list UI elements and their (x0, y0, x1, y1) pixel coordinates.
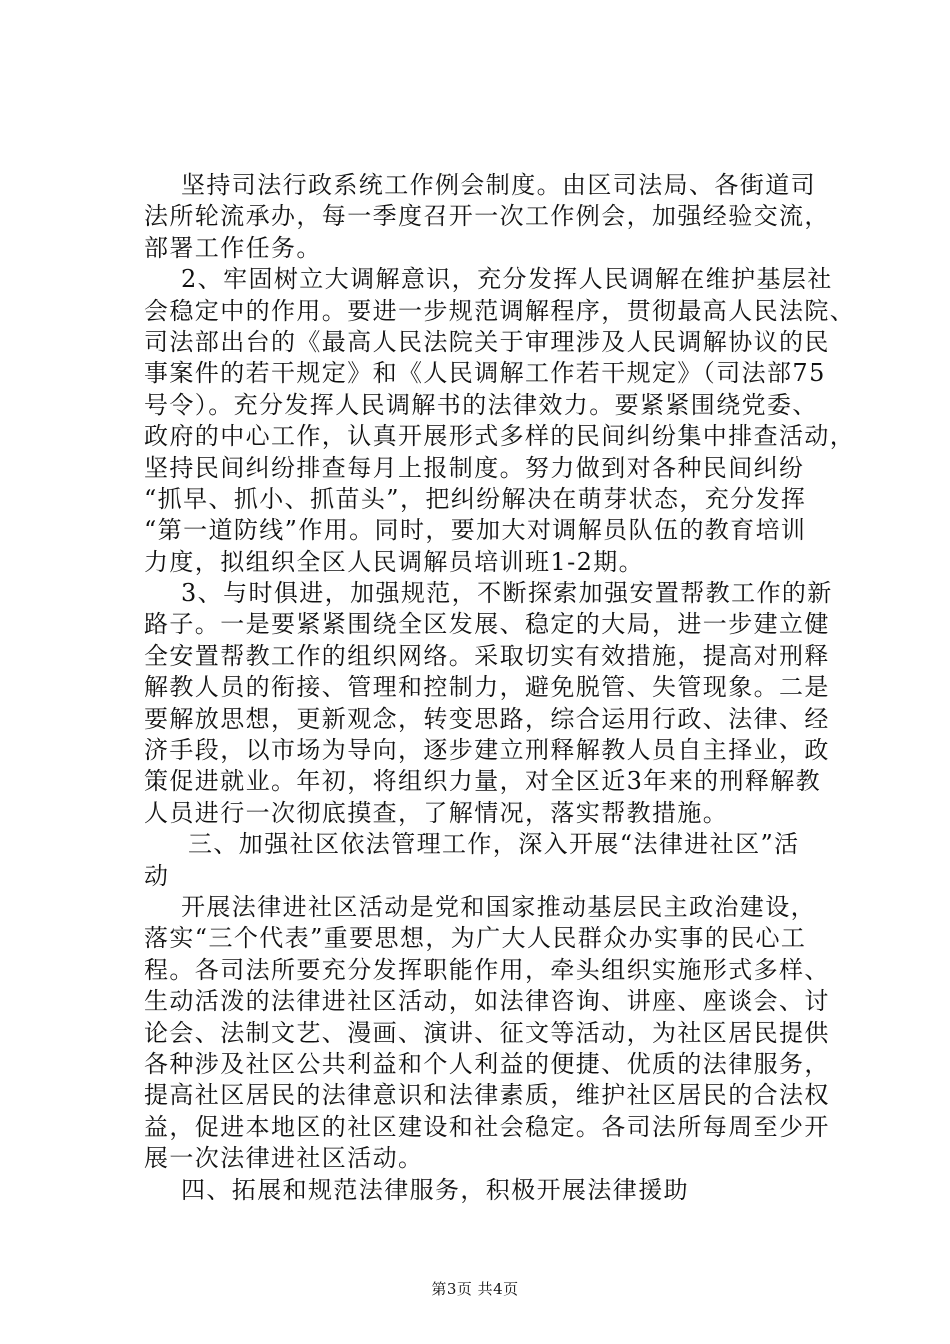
text-line: 坚持民间纠纷排查每月上报制度。努力做到对各种民间纠纷 (144, 453, 805, 482)
text-line: 全安置帮教工作的组织网络。采取切实有效措施，提高对刑释 (144, 641, 830, 670)
text-line: 生动活泼的法律进社区活动，如法律咨询、讲座、座谈会、讨 (144, 987, 830, 1016)
text-line: 2、牢固树立大调解意识，充分发挥人民调解在维护基层社 (181, 265, 833, 294)
text-line: 程。各司法所要充分发挥职能作用，牵头组织实施形式多样、 (144, 955, 830, 984)
text-line: 坚持司法行政系统工作例会制度。由区司法局、各街道司 (181, 171, 816, 199)
text-line: 事案件的若干规定》和《人民调解工作若干规定》（司法部75 (144, 359, 826, 388)
text-line: 展一次法律进社区活动。 (144, 1144, 424, 1173)
text-line: 司法部出台的《最高人民法院关于审理涉及人民调解协议的民 (144, 327, 830, 356)
text-line: “抓早、抓小、抓苗头”，把纠纷解决在萌芽状态，充分发挥 (144, 484, 807, 513)
text-line: 要解放思想，更新观念，转变思路，综合运用行政、法律、经 (144, 704, 830, 733)
text-line: 法所轮流承办，每一季度召开一次工作例会，加强经验交流， (144, 202, 830, 231)
text-line: 部署工作任务。 (144, 233, 322, 262)
text-line: 3、与时俱进，加强规范，不断探索加强安置帮教工作的新 (181, 579, 833, 608)
section-heading: 四、拓展和规范法律服务，积极开展法律援助 (181, 1175, 689, 1204)
text-line: 开展法律进社区活动是党和国家推动基层民主政治建设， (181, 892, 816, 921)
text-line: 政府的中心工作，认真开展形式多样的民间纠纷集中排查活动， (144, 422, 856, 451)
text-line: 号令）。充分发挥人民调解书的法律效力。要紧紧围绕党委、 (144, 390, 818, 419)
text-line: 人员进行一次彻底摸查，了解情况，落实帮教措施。 (144, 798, 729, 827)
text-line: “第一道防线”作用。同时，要加大对调解员队伍的教育培训 (144, 516, 807, 545)
section-heading-continued: 动 (144, 861, 170, 890)
text-line: 济手段，以市场为导向，逐步建立刑释解教人员自主择业，政 (144, 736, 830, 765)
text-line: 益，促进本地区的社区建设和社会稳定。各司法所每周至少开 (144, 1112, 830, 1141)
section-heading: 三、加强社区依法管理工作，深入开展“法律进社区”活 (188, 830, 800, 859)
page-number-footer: 第3页 共4页 (431, 1280, 519, 1298)
text-line: 各种涉及社区公共利益和个人利益的便捷、优质的法律服务， (144, 1049, 830, 1078)
text-line: 路子。一是要紧紧围绕全区发展、稳定的大局，进一步建立健 (144, 610, 830, 639)
text-line: 论会、法制文艺、漫画、演讲、征文等活动，为社区居民提供 (144, 1018, 830, 1047)
text-line: 提高社区居民的法律意识和法律素质，维护社区居民的合法权 (144, 1081, 830, 1110)
text-line: 策促进就业。年初，将组织力量，对全区近3年来的刑释解教 (144, 767, 822, 796)
document-body (144, 170, 856, 1206)
text-line: 力度，拟组织全区人民调解员培训班1-2期。 (144, 547, 645, 576)
text-line: 会稳定中的作用。要进一步规范调解程序，贯彻最高人民法院、 (144, 296, 856, 325)
text-line: 落实“三个代表”重要思想，为广大人民群众办实事的民心工 (144, 924, 807, 953)
text-line: 解教人员的衔接、管理和控制力，避免脱管、失管现象。二是 (144, 673, 830, 702)
